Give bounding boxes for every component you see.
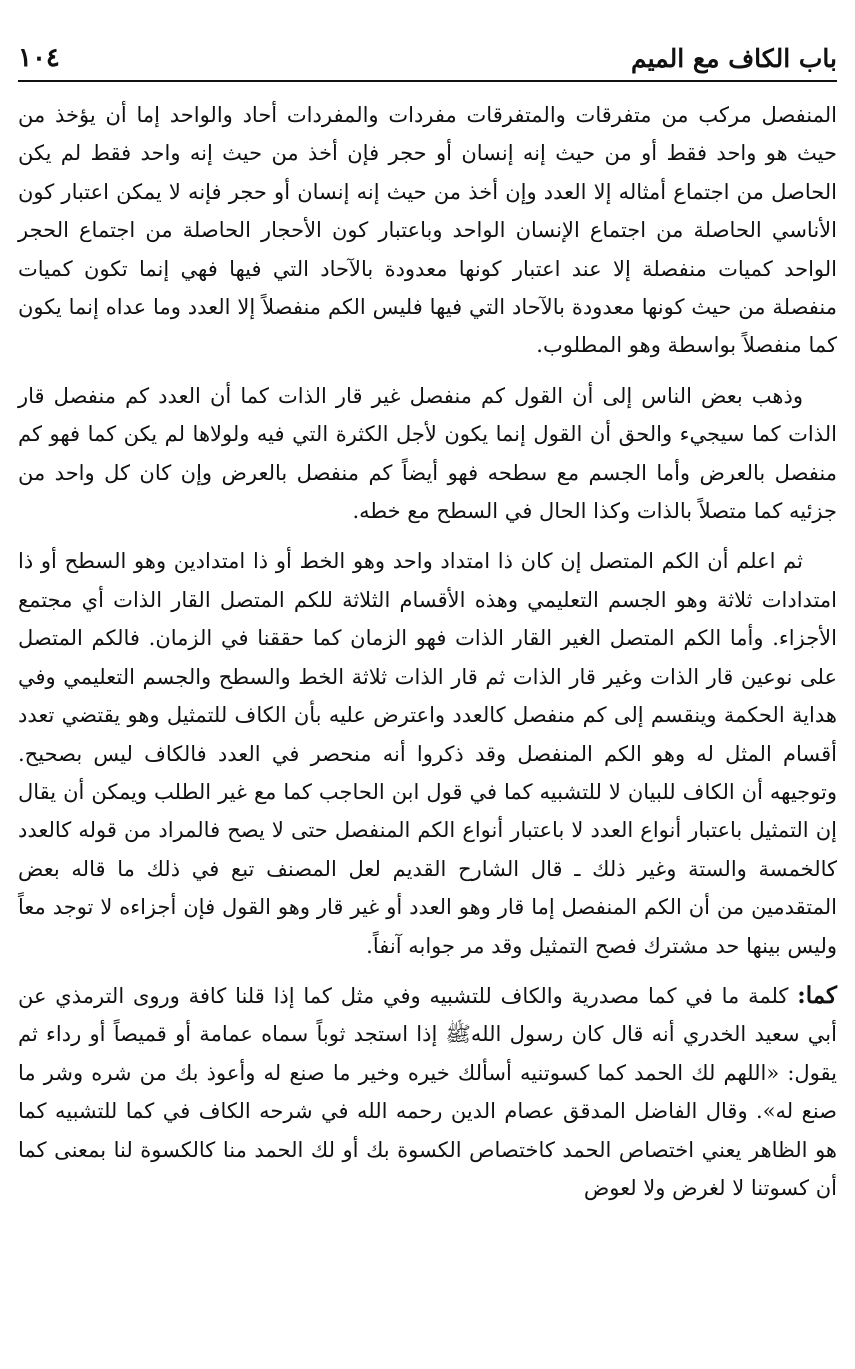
dictionary-entry xyxy=(18,977,837,1207)
entry-headword: كما xyxy=(805,981,837,1009)
entry-text: كلمة ما في كما مصدرية والكاف للتشبيه وفي مثل كما إذا قلنا كافة وروى الترمذي عن أبي سعيد الخدري أنه قال كان رسول اللهﷺ إذا استجد ثوباً سماه عمامة أو قميصاً أو رداء ثم يقول: «اللهم لك الحمد كما كسوتنيه أسألك خيره وخير ما صنع له وأعوذ بك من شره وشر ما صنع له». وقال الفاضل المدقق عصام الدين رحمه الله في شرحه الكاف في كما للتشبيه كما هو الظاهر يعني اختصاص الحمد كاختصاص الكسوة بك أو لك الحمد منا كالكسوة لنا بمعنى كما أن كسوتنا لا لغرض ولا لعوض xyxy=(18,983,837,1200)
page-number: ١٠٤ xyxy=(18,43,60,73)
running-title: باب الكاف مع الميم xyxy=(630,43,837,73)
paragraph-quantity-speech: وذهب بعض الناس إلى أن القول كم منفصل غير قار الذات كما أن العدد كم منفصل قار الذات كما سيجيء والحق أن القول إنما يكون لأجل الكثرة التي فيه ولولاها لم يكن كما فهو كم منفصل بالعرض وأما الجسم مع سطحه فهو أيضاً كم منفصل بالعرض وإن كان كل واحد من جزئيه كما متصلاً بالذات وكذا الحال في السطح مع خطه. xyxy=(18,383,837,524)
paragraph-continuous-quantity: ثم اعلم أن الكم المتصل إن كان ذا امتداد واحد وهو الخط أو ذا امتدادين وهو السطح أو ذا امتدادات ثلاثة وهو الجسم التعليمي وهذه الأقسام الثلاثة للكم المتصل القار الذات أي مجتمع الأجزاء. وأما الكم المتصل الغير القار الذات فهو الزمان كما حققنا في الزمان. فالكم المتصل على نوعين قار الذات وغير قار الذات ثم قار الذات ثلاثة الخط والسطح والجسم التعليمي وفي هداية الحكمة وينقسم إلى كم منفصل كالعدد واعترض عليه بأن الكاف للتمثيل وهو يقتضي تعدد أقسام المثل له وهو الكم المنفصل وقد ذكروا أنه منحصر في العدد فالكاف ليس بصحيح. وتوجيهه أن الكاف للبيان لا للتشبيه كما في قول ابن الحاجب كما مع غير الطلب ويمكن أن يقال إن التمثيل باعتبار أنواع العدد لا باعتبار أنواع الكم المنفصل حتى لا يصح فالمراد من قوله كالعدد كالخمسة والستة وغير ذلك ـ قال الشارح القديم لعل المصنف تبع في ذلك ما قاله بعض المتقدمين من أن الكم المنفصل إما قار وهو العدد أو غير قار وهو القول فإن أجزاءه لا توجد معاً وليس بينها حد مشترك فصح التمثيل وقد مر جوابه آنفاً. xyxy=(18,549,837,958)
body-text xyxy=(18,96,837,1219)
paragraph-continuation: المنفصل مركب من متفرقات والمتفرقات مفردات والمفردات أحاد والواحد إما أن يؤخذ من حيث هو واحد فقط أو من حيث إنه إنسان أو حجر فإن أخذ من حيث إنه واحد فقط لم يكن الحاصل من اجتماع أمثاله إلا العدد وإن أخذ من حيث إنه إنسان أو حجر فإنه لا يمكن اعتبار كون الأناسي الحاصلة من اجتماع الإنسان الواحد وباعتبار كون الأحجار الحاصلة من اجتماع الحجر الواحد كميات منفصلة إلا عند اعتبار كونها معدودة بالآحاد التي فيها فهي إنما تكون كميات منفصلة من حيث كونها معدودة بالآحاد التي فيها فليس الكم منفصلاً إلا العدد وما عداه إنما يكون كما منفصلاً بواسطة وهو المطلوب. xyxy=(18,103,837,358)
page-header xyxy=(18,36,837,82)
entry-colon: : xyxy=(797,981,806,1009)
